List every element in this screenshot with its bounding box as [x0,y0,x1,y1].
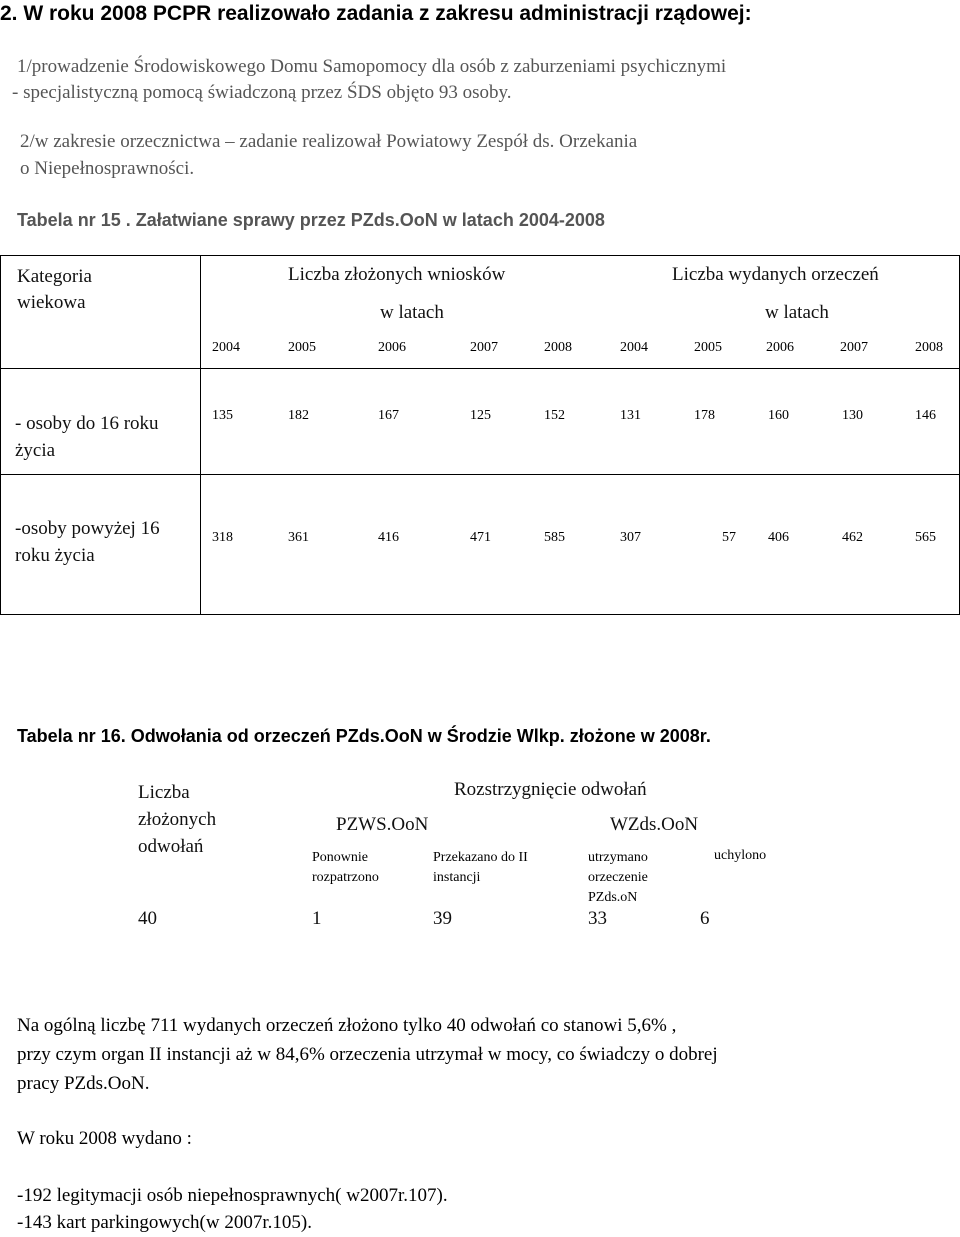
table-cell: 416 [378,530,399,545]
table-cell: 361 [288,530,309,545]
year-header: 2005 [694,340,722,355]
table-cell: 462 [842,530,863,545]
table-cell: 135 [212,408,233,423]
year-header: 2006 [378,340,406,355]
year-header: 2008 [544,340,572,355]
group-header: Rozstrzygnięcie odwołań [454,779,647,800]
sub-ponownie: Ponownie rozpatrzono [312,850,379,885]
year-header: 2006 [766,340,794,355]
table-cell: 130 [842,408,863,423]
intro-line-2: - specjalistyczną pomocą świadczoną przez ŚDS objęto 93 osoby. [12,82,512,103]
group1-title: Liczba złożonych wniosków [288,264,506,285]
intro-line-4: o Niepełnosprawności. [20,158,195,179]
summary-line-5: -192 legitymacji osób niepełnosprawnych( w2007r.107). [17,1185,448,1206]
value-cell: 40 [138,908,157,929]
year-header: 2008 [915,340,943,355]
table-cell: 585 [544,530,565,545]
summary-line-3: pracy PZds.OoN. [17,1073,150,1094]
summary-line-4: W roku 2008 wydano : [17,1128,192,1149]
value-cell: 33 [588,908,607,929]
summary-line-1: Na ogólną liczbę 711 wydanych orzeczeń złożono tylko 40 odwołań co stanowi 5,6% , [17,1015,677,1036]
sub-przekazano: Przekazano do II instancji [433,850,528,885]
table-cell: 318 [212,530,233,545]
value-cell: 6 [700,908,710,929]
table-cell: 152 [544,408,565,423]
intro-line-3: 2/w zakresie orzecznictwa – zadanie realizował Powiatowy Zespół ds. Orzekania [20,131,638,152]
table-cell: 131 [620,408,641,423]
wzds-header: WZds.OoN [610,814,699,835]
group2-sub: w latach [765,302,829,323]
year-header: 2004 [620,340,648,355]
sub-uchylono: uchylono [714,848,767,863]
table-cell: 146 [915,408,936,423]
row-label: - osoby do 16 roku życia [15,413,159,461]
value-cell: 39 [433,908,452,929]
table-cell: 125 [470,408,491,423]
intro-line-1: 1/prowadzenie Środowiskowego Domu Samopomocy dla osób z zaburzeniami psychicznymi [17,56,727,77]
category-header: Kategoria wiekowa [17,266,92,313]
table15-caption: Tabela nr 15 . Załatwiane sprawy przez PZds.OoN w latach 2004-2008 [17,210,605,230]
row-label: -osoby powyżej 16 roku życia [15,518,160,566]
table-cell: 307 [620,530,641,545]
sub-utrzymano: utrzymano orzeczenie PZds.oN [588,850,648,905]
table-cell: 471 [470,530,491,545]
year-header: 2004 [212,340,240,355]
table-cell: 57 [722,530,736,545]
table-cell: 406 [768,530,789,545]
col-liczba-header: Liczba złożonych odwołań [138,782,217,857]
table-cell: 565 [915,530,936,545]
group1-sub: w latach [380,302,444,323]
year-header: 2007 [470,340,498,355]
group2-title: Liczba wydanych orzeczeń [672,264,879,285]
value-cell: 1 [312,908,322,929]
table-cell: 167 [378,408,399,423]
section-heading: 2. W roku 2008 PCPR realizowało zadania z zakresu administracji rządowej: [0,2,752,25]
year-header: 2005 [288,340,316,355]
summary-line-6: -143 kart parkingowych(w 2007r.105). [17,1212,312,1233]
summary-line-2: przy czym organ II instancji aż w 84,6% orzeczenia utrzymał w mocy, co świadczy o dobrej [17,1044,718,1065]
table-cell: 178 [694,408,715,423]
year-header: 2007 [840,340,868,355]
table16-caption: Tabela nr 16. Odwołania od orzeczeń PZds.OoN w Środzie Wlkp. złożone w 2008r. [17,726,711,746]
table-cell: 182 [288,408,309,423]
table-cell: 160 [768,408,789,423]
pzws-header: PZWS.OoN [336,814,429,835]
